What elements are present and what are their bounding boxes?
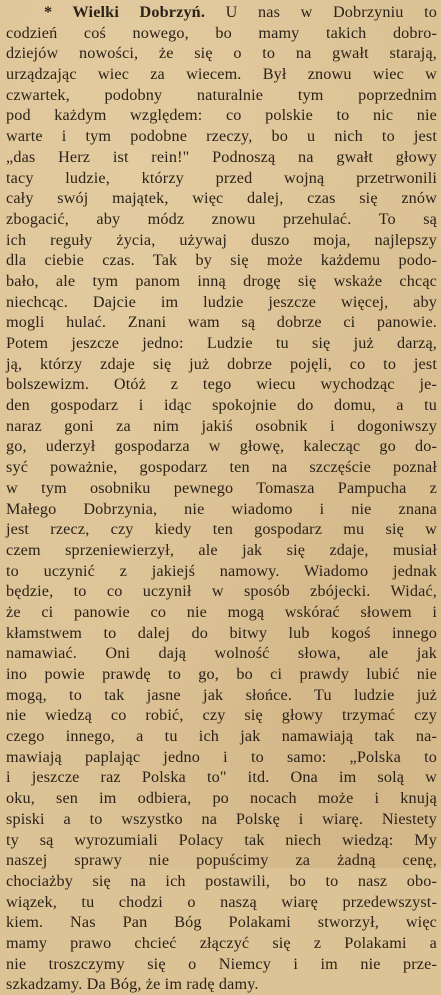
article-line: mogą, to tak jasne jak słońce. Tu ludzie już	[6, 685, 437, 704]
article-line: „das Herz ist rein!" Podnoszą na gwałt głowy	[6, 147, 437, 166]
article-first-line	[6, 2, 437, 23]
article-line: bolszewizm. Otóż z tego wiecu wychodząc je-	[6, 375, 437, 394]
article-line: bało, ale tym panom inną drogę się wskaże chcąc	[6, 271, 437, 290]
article-line: ich reguły życia, używaj duszo moja, najlepszy	[6, 230, 437, 249]
article-line: mamy prawo chcieć złączyć się z Polakami a	[6, 933, 437, 952]
article-line: że ci panowie co nie mogą wskórać słowem i	[6, 602, 437, 621]
article-line: ty są wyrozumiali Polacy tak niech wiedzą: My	[6, 830, 437, 849]
article-line: czwartek, podobny naturalnie tym poprzednim	[6, 85, 437, 104]
article-line: nie wiedzą co robić, czy się głowy trzymać czy	[6, 706, 437, 725]
article-line: warte i tym podobne rzeczy, bo u nich to jest	[6, 127, 437, 146]
article-line: naszej sprawy nie popuścimy za żadną cenę,	[6, 851, 437, 870]
article-line: cały swój majątek, więc dalej, czas się znów	[6, 189, 437, 208]
article-line: będzie, to co uczynił w sposób zbójecki. Widać,	[6, 582, 437, 601]
article-line: chociażby się na ich postawili, bo to nasz obo-	[6, 871, 437, 890]
article-line: dziejów nowości, że się o to na gwałt starają,	[6, 44, 437, 63]
article-headline: * Wielki Dobrzyń.	[44, 3, 206, 21]
news-article	[6, 2, 437, 995]
article-line: Potem jeszcze jedno: Ludzie tu się już darzą,	[6, 334, 437, 352]
article-line: niechcąc. Dajcie im ludzie jeszcze więcej, aby	[6, 292, 437, 311]
article-line: dla ciebie czas. Tak by się może każdemu podo-	[6, 251, 437, 270]
article-line: syć poważnie, gospodarz ten na szczęście poznał	[6, 458, 437, 477]
article-line: go, uderzył gospodarza w głowę, kalecząc go do-	[6, 437, 437, 456]
article-line: Małego Dobrzynia, nie wiadomo i nie znana	[6, 499, 437, 518]
article-line: oku, sen im odbiera, po nocach może i knują	[6, 789, 437, 808]
article-line: szkadzamy. Da Bóg, że im radę damy.	[6, 975, 259, 994]
article-line: to uczynić z jakiejś namowy. Wiadomo jednak	[6, 561, 437, 580]
article-line: ją, którzy zdaje się już dobrze pojęli, co to jest	[6, 354, 437, 373]
article-line: codzień coś nowego, bo mamy takich dobro-	[6, 23, 437, 42]
article-line: kiem. Nas Pan Bóg Polakami stworzył, więc	[6, 913, 437, 932]
article-line: urządzając wiec za wiecem. Był znowu wiec w	[6, 65, 437, 84]
article-line: nie troszczymy się o Niemcy i im nie prze-	[6, 954, 437, 973]
article-line: spiski a to wszystko na Polskę i wiarę. Niestety	[6, 809, 437, 828]
article-line: tacy ludzie, którzy przed wojną przetrwonili	[6, 168, 437, 187]
article-line: namawiać. Oni dają wolność słowa, ale jak	[6, 644, 437, 663]
article-line: jest rzecz, czy kiedy ten gospodarz mu się w	[6, 520, 437, 539]
article-line: kłamstwem to dalej do bitwy lub kogoś innego	[6, 623, 437, 642]
article-line: zbogacić, aby módz znowu przehulać. To są	[6, 209, 437, 228]
article-line: wiązek, tu chodzi o naszą wiarę przedewszyst-	[6, 892, 437, 911]
article-line: pod każdym względem: co polskie to nic nie	[6, 106, 437, 125]
article-line: naraz goni za nim jakiś osobnik i dogoniwszy	[6, 416, 437, 435]
article-line: czego innego, a tu ich jak namawiają tak na-	[6, 727, 437, 746]
article-line: U nas w Dobrzyniu to	[205, 3, 437, 21]
article-line: czem sprzeniewierzył, ale jak się zdaje, musiał	[6, 540, 437, 559]
article-line: mogli hulać. Znani wam są dobrze ci panowie.	[6, 313, 437, 332]
article-line: ino powie prawdę to go, bo ci prawdy lubić nie	[6, 665, 437, 683]
article-line: mawiają paplając jedno i to samo: „Polska to	[6, 747, 437, 766]
article-line: w tym osobniku pewnego Tomasza Pampucha z	[6, 478, 437, 497]
article-line: den gospodarz i idąc spokojnie do domu, a tu	[6, 396, 437, 415]
article-line: i jeszcze raz Polska to" itd. Ona im solą w	[6, 768, 437, 787]
